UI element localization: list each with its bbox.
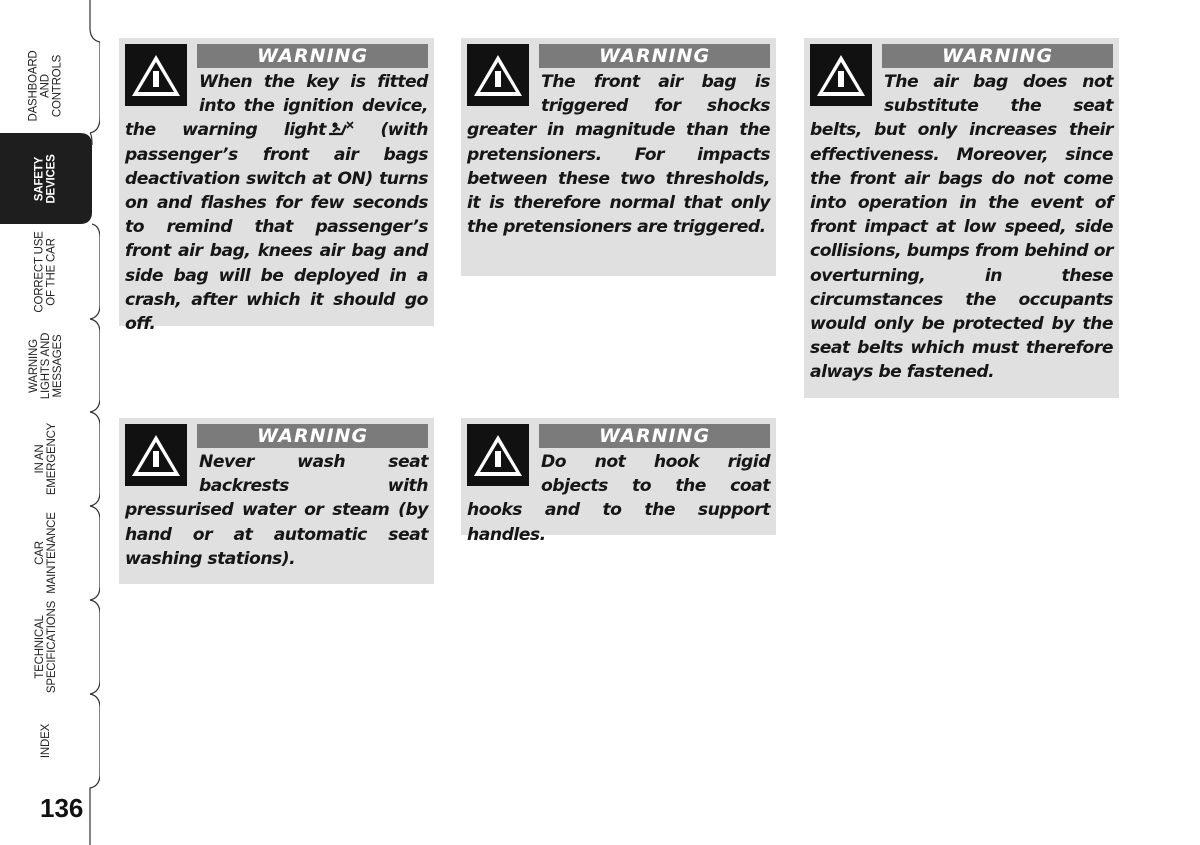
tab-label: CAR MAINTENANCE bbox=[33, 512, 58, 594]
tab-in-an-emergency[interactable] bbox=[0, 412, 92, 506]
tab-label: TECHNICAL SPECIFICATIONS bbox=[34, 600, 59, 694]
warning-title: WARNING bbox=[539, 44, 770, 68]
tab-label: CORRECT USE OF THE CAR bbox=[33, 230, 58, 313]
warning-text: Never wash seat backrests with pressurised water or steam (by hand or at automatic seat washing stations). bbox=[125, 452, 428, 569]
tab-label: DASHBOARD AND CONTROLS bbox=[27, 50, 64, 122]
page-number: 136 bbox=[40, 793, 84, 823]
tab-safety-devices[interactable] bbox=[0, 133, 92, 224]
warning-text-part: (with passenger’s front air bags deactivation switch at ON) turns on and flashes for few seconds to remind that passenger’s front air bag, knees air bag and side bag will be deployed in a crash, after which it should go off. bbox=[125, 120, 429, 335]
tab-label: INDEX bbox=[40, 723, 52, 759]
warning-text: The front air bag is triggered for shocks greater in magnitude than the pretensioners. For impacts between these two thresholds, it is therefore normal that only the pretensioners are triggered. bbox=[467, 72, 770, 238]
warning-title: WARNING bbox=[197, 44, 428, 68]
tab-correct-use-of-the-car[interactable] bbox=[0, 225, 92, 318]
passenger-airbag-off-icon bbox=[326, 120, 354, 140]
warning-text: The air bag does not substitute the seat belts, but only increases their effectiveness. Moreover, since the front air bags do not come into operation in the event of front impact at low speed, side collisions, bumps from behind or overturning, in these circumstances the occupants would only be protected by the seat belts which must therefore always be fastened. bbox=[810, 72, 1113, 383]
warning-title: WARNING bbox=[197, 424, 428, 448]
tab-car-maintenance[interactable] bbox=[0, 506, 92, 600]
tab-index[interactable] bbox=[0, 694, 92, 788]
tab-warning-lights-and-messages[interactable] bbox=[0, 319, 92, 412]
tab-label: IN AN EMERGENCY bbox=[33, 422, 58, 496]
tab-technical-specifications[interactable] bbox=[0, 600, 92, 694]
chapter-tabs bbox=[0, 0, 100, 845]
warning-text bbox=[125, 70, 428, 336]
warning-box bbox=[461, 38, 776, 276]
warning-text: Do not hook rigid objects to the coat hooks and to the support handles. bbox=[467, 452, 770, 545]
warning-text-part: When the key is fitted into the ignition device, the warning light bbox=[125, 72, 428, 141]
warning-title: WARNING bbox=[882, 44, 1113, 68]
warning-box bbox=[461, 418, 776, 545]
tab-label: SAFETY DEVICES bbox=[34, 153, 58, 204]
warning-title: WARNING bbox=[539, 424, 770, 448]
tab-dashboard-and-controls[interactable] bbox=[0, 40, 92, 132]
warning-box bbox=[804, 38, 1119, 398]
tab-label: WARNING LIGHTS AND MESSAGES bbox=[27, 332, 64, 399]
warning-box bbox=[119, 418, 434, 584]
warning-box bbox=[119, 38, 434, 335]
